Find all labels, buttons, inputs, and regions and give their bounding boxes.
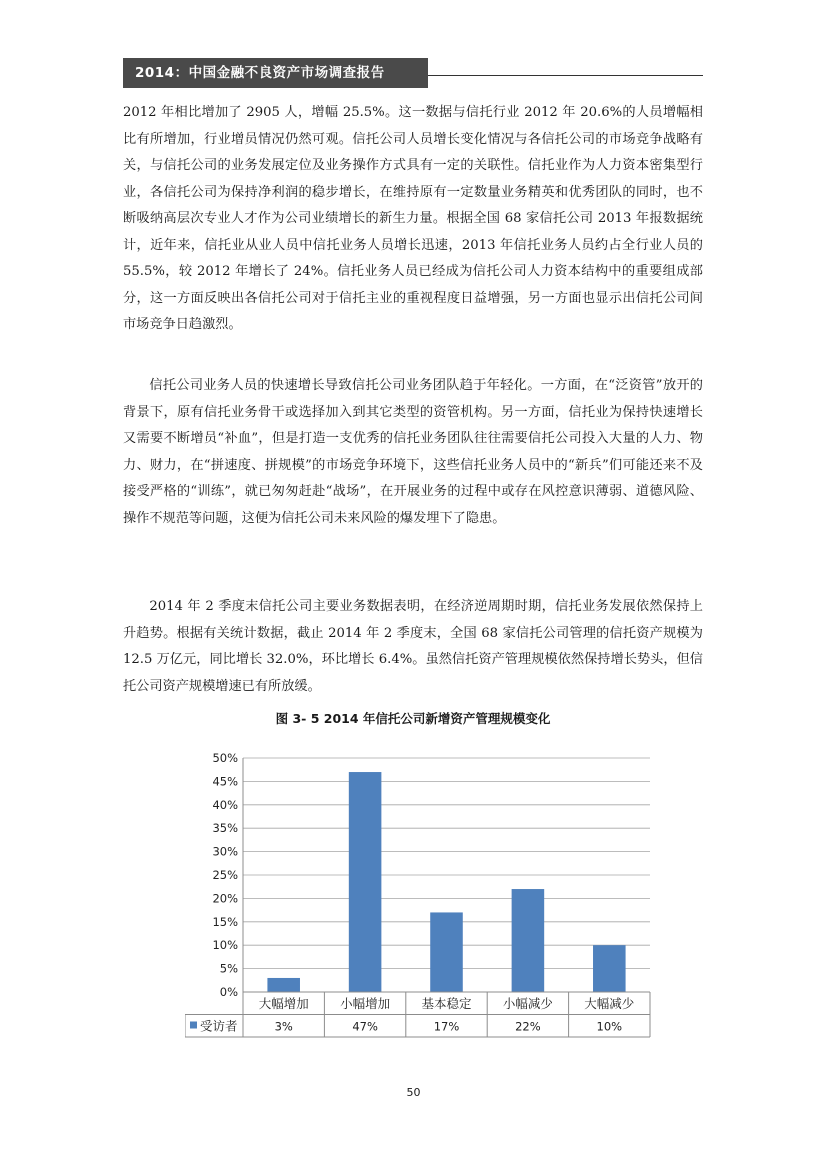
y-tick-label: 50%: [212, 751, 238, 765]
y-tick-label: 0%: [219, 985, 238, 999]
running-header: 2014：中国金融不良资产市场调查报告: [123, 58, 428, 88]
page-number: 50: [406, 1086, 421, 1099]
data-label: 47%: [352, 1019, 378, 1034]
legend-label: 受访者: [200, 1018, 238, 1034]
y-tick-label: 10%: [212, 938, 238, 953]
y-tick-label: 30%: [212, 844, 238, 859]
bar-chart: [185, 748, 655, 1043]
bar: [267, 978, 300, 992]
data-label: 22%: [515, 1019, 541, 1034]
bar: [593, 945, 626, 992]
y-tick-label: 40%: [212, 797, 238, 812]
bar: [349, 772, 382, 992]
y-tick-label: 20%: [212, 891, 238, 906]
y-tick-label: 45%: [212, 774, 238, 789]
y-tick-label: 5%: [219, 961, 238, 976]
bar: [430, 912, 463, 992]
category-label: 大幅减少: [584, 996, 635, 1011]
category-label: 基本稳定: [421, 996, 472, 1011]
y-tick-label: 25%: [212, 868, 238, 882]
paragraph-3: 2014 年 2 季度末信托公司主要业务数据表明，在经济逆周期时期，信托业务发展依然保持上升趋势。根据有关统计数据，截止 2014 年 2 季度末，全国 68 家信托公司管理的信托资产规模为 12.5 万亿元，同比增长 32.0%，环比增长 6.4%。虽然信托资产管理规模依然保持增长势头，但信托公司资产规模增速已有所放缓。: [123, 599, 703, 694]
category-label: 大幅增加: [258, 996, 309, 1011]
data-label: 10%: [596, 1019, 623, 1034]
y-tick-label: 35%: [212, 821, 238, 836]
legend-swatch: [190, 1022, 197, 1029]
paragraph-2: 信托公司业务人员的快速增长导致信托公司业务团队趋于年轻化。一方面，在“泛资管”放开的背景下，原有信托业务骨干或选择加入到其它类型的资管机构。另一方面，信托业为保持快速增长又需要不断增员“补血”，但是打造一支优秀的信托业务团队往往需要信托公司投入大量的人力、物力、财力，在“拼速度、拼规模”的市场竞争环境下，这些信托业务人员中的“新兵”们可能还来不及接受严格的“训练”，就已匆匆赶赴“战场”，在开展业务的过程中或存在风控意识薄弱、道德风险、操作不规范等问题，这便为信托公司未来风险的爆发埋下了隐患。: [123, 378, 703, 526]
figure-title: 图 3- 5 2014 年信托公司新增资产管理规模变化: [275, 711, 551, 726]
data-label: 3%: [274, 1019, 293, 1034]
y-tick-label: 15%: [212, 914, 238, 929]
paragraph-1: 2012 年相比增加了 2905 人，增幅 25.5%。这一数据与信托行业 2012 年 20.6%的人员增幅相比有所增加，行业增员情况仍然可观。信托公司人员增长变化情况与各信托公司的市场竞争战略有关，与信托公司的业务发展定位及业务操作方式具有一定的关联性。信托业作为人力资本密集型行业，各信托公司为保持净利润的稳步增长，在维持原有一定数量业务精英和优秀团队的同时，也不断吸纳高层次专业人才作为公司业绩增长的新生力量。根据全国 68 家信托公司 2013 年报数据统计，近年来，信托业从业人员中信托业务人员增长迅速，2013 年信托业务人员约占全行业人员的 55.5%，较 2012 年增长了 24%。信托业务人员已经成为信托公司人力资本结构中的重要组成部分，这一方面反映出各信托公司对于信托主业的重视程度日益增强，另一方面也显示出信托公司间市场竞争日趋激烈。: [123, 105, 703, 332]
category-label: 小幅减少: [502, 996, 553, 1011]
bar: [512, 889, 545, 992]
data-label: 17%: [433, 1019, 460, 1034]
category-label: 小幅增加: [340, 996, 391, 1011]
